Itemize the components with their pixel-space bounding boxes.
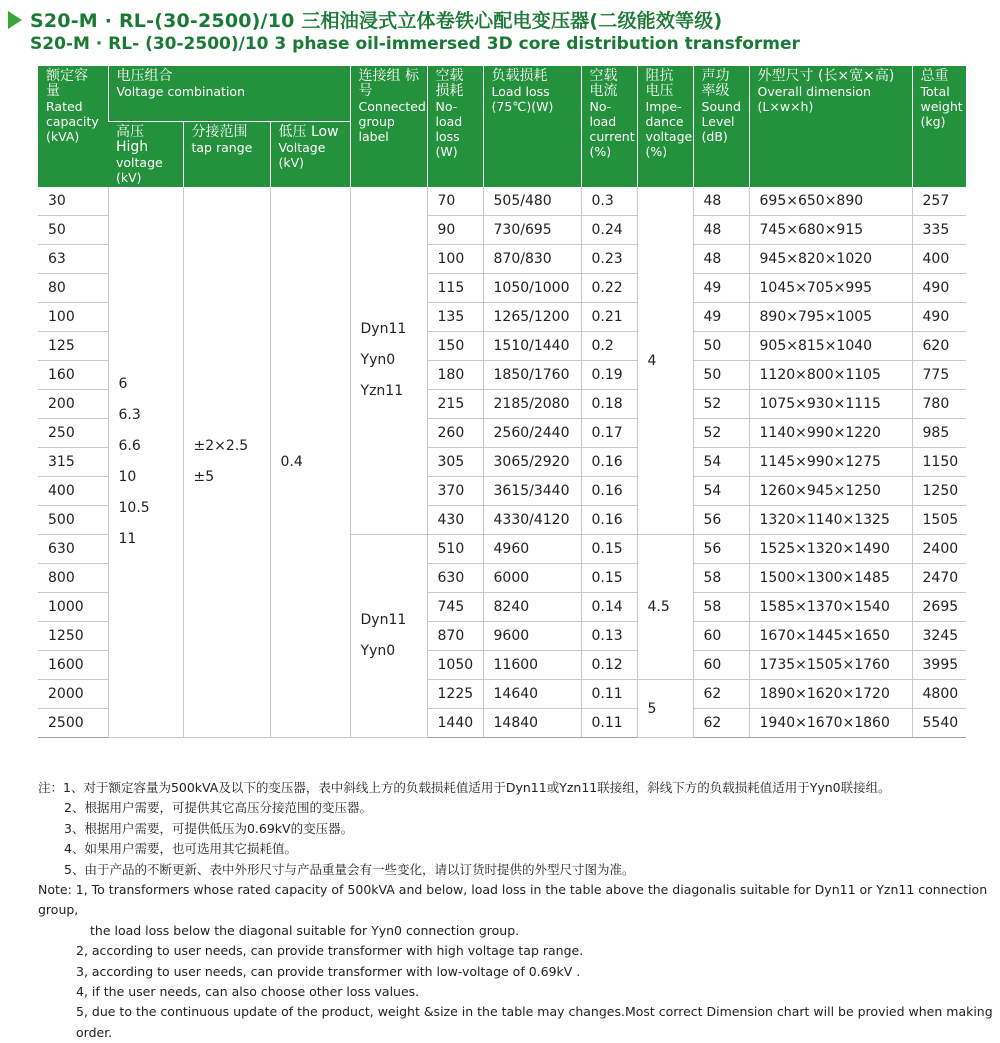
load-loss-cell: 2560/2440 <box>483 419 581 448</box>
note-cn-5: 5、由于产品的不断更新、表中外形尺寸与产品重量会有一些变化，请以订货时提供的外型尺寸图为准。 <box>64 861 635 877</box>
dimension-cell: 1735×1505×1760 <box>749 651 912 680</box>
noload-current-cell: 0.22 <box>581 274 637 303</box>
capacity-cell: 2500 <box>38 709 108 738</box>
load-loss-cell: 2185/2080 <box>483 390 581 419</box>
load-loss-cell: 4330/4120 <box>483 506 581 535</box>
group-cell-value: Yyn0 <box>360 643 396 659</box>
sound-cell: 48 <box>693 187 749 216</box>
noload-current-cell: 0.21 <box>581 303 637 332</box>
weight-cell: 335 <box>912 216 966 245</box>
capacity-cell: 63 <box>38 245 108 274</box>
header-weight: 总重 Total weight (kg) <box>912 66 966 187</box>
noload-current-cell: 0.17 <box>581 419 637 448</box>
lv-cell: 0.4 <box>270 187 350 738</box>
sound-cell: 62 <box>693 680 749 709</box>
weight-cell: 1250 <box>912 477 966 506</box>
notes-block <box>38 778 1000 1043</box>
header-capacity: 额定容量 Rated capacity (kVA) <box>38 66 108 187</box>
capacity-cell: 1250 <box>38 622 108 651</box>
noload-loss-cell: 215 <box>427 390 483 419</box>
noload-current-cell: 0.14 <box>581 593 637 622</box>
hv-cell-value: 10 <box>118 469 137 485</box>
noload-loss-cell: 90 <box>427 216 483 245</box>
sound-cell: 50 <box>693 361 749 390</box>
header-voltage-combination: 电压组合 Voltage combination <box>108 66 350 122</box>
load-loss-cell: 870/830 <box>483 245 581 274</box>
play-arrow-icon <box>8 11 22 29</box>
dimension-cell: 1145×990×1275 <box>749 448 912 477</box>
header-noload-loss: 空载 损耗 No-load loss (W) <box>427 66 483 187</box>
noload-current-cell: 0.13 <box>581 622 637 651</box>
noload-loss-cell: 430 <box>427 506 483 535</box>
sound-cell: 49 <box>693 303 749 332</box>
noload-current-cell: 0.15 <box>581 535 637 564</box>
dimension-cell: 1500×1300×1485 <box>749 564 912 593</box>
sound-cell: 48 <box>693 245 749 274</box>
load-loss-cell: 1050/1000 <box>483 274 581 303</box>
dimension-cell: 890×795×1005 <box>749 303 912 332</box>
title-row <box>8 6 800 33</box>
load-loss-cell: 730/695 <box>483 216 581 245</box>
capacity-cell: 1600 <box>38 651 108 680</box>
header-lv: 低压 Low Voltage (kV) <box>270 122 350 188</box>
noload-loss-cell: 630 <box>427 564 483 593</box>
sound-cell: 62 <box>693 709 749 738</box>
load-loss-cell: 505/480 <box>483 187 581 216</box>
note-cn-1: 注：1、对于额定容量为500kVA及以下的变压器，表中斜线上方的负载损耗值适用于Dyn11或Yzn11联接组，斜线下方的负载损耗值适用于Yyn0联接组。 <box>38 780 891 795</box>
noload-loss-cell: 100 <box>427 245 483 274</box>
header-group: 连接组 标号 Connected group label <box>350 66 427 187</box>
capacity-cell: 400 <box>38 477 108 506</box>
dimension-cell: 695×650×890 <box>749 187 912 216</box>
weight-cell: 2400 <box>912 535 966 564</box>
weight-cell: 490 <box>912 303 966 332</box>
noload-loss-cell: 745 <box>427 593 483 622</box>
hv-cell-value: 6.6 <box>118 438 141 454</box>
hv-cell-value: 11 <box>118 531 137 547</box>
dimension-cell: 1525×1320×1490 <box>749 535 912 564</box>
hv-cell-value: 6 <box>118 376 128 392</box>
capacity-cell: 125 <box>38 332 108 361</box>
weight-cell: 257 <box>912 187 966 216</box>
capacity-cell: 800 <box>38 564 108 593</box>
load-loss-cell: 3065/2920 <box>483 448 581 477</box>
capacity-cell: 250 <box>38 419 108 448</box>
header-noload-current: 空载 电流 No-load current (%) <box>581 66 637 187</box>
title-chinese: S20-M · RL-(30-2500)/10 三相油浸式立体卷铁心配电变压器(二级能效等级) <box>30 10 723 32</box>
group-cell <box>350 187 427 535</box>
noload-current-cell: 0.3 <box>581 187 637 216</box>
noload-current-cell: 0.18 <box>581 390 637 419</box>
noload-loss-cell: 1440 <box>427 709 483 738</box>
dimension-cell: 905×815×1040 <box>749 332 912 361</box>
capacity-cell: 200 <box>38 390 108 419</box>
hv-cell-value: 6.3 <box>118 407 141 423</box>
tap-cell-value: ±2×2.5 <box>193 438 249 454</box>
dimension-cell: 1940×1670×1860 <box>749 709 912 738</box>
sound-cell: 54 <box>693 448 749 477</box>
dimension-cell: 1260×945×1250 <box>749 477 912 506</box>
header-hv: 高压 High voltage (kV) <box>108 122 183 188</box>
sound-cell: 60 <box>693 651 749 680</box>
weight-cell: 400 <box>912 245 966 274</box>
title-english: S20-M · RL- (30-2500)/10 3 phase oil-immersed 3D core distribution transformer <box>30 34 800 54</box>
capacity-cell: 80 <box>38 274 108 303</box>
dimension-cell: 1140×990×1220 <box>749 419 912 448</box>
noload-current-cell: 0.16 <box>581 477 637 506</box>
noload-current-cell: 0.24 <box>581 216 637 245</box>
capacity-cell: 315 <box>38 448 108 477</box>
noload-loss-cell: 1050 <box>427 651 483 680</box>
sound-cell: 54 <box>693 477 749 506</box>
note-en-4: 4, if the user needs, can also choose other loss values. <box>76 984 420 1000</box>
load-loss-cell: 6000 <box>483 564 581 593</box>
weight-cell: 775 <box>912 361 966 390</box>
tap-cell <box>183 187 270 738</box>
dimension-cell: 1670×1445×1650 <box>749 622 912 651</box>
group-cell-value: Dyn11 <box>360 612 407 628</box>
load-loss-cell: 3615/3440 <box>483 477 581 506</box>
group-cell-value: Yyn0 <box>360 352 396 368</box>
dimension-cell: 1045×705×995 <box>749 274 912 303</box>
noload-loss-cell: 135 <box>427 303 483 332</box>
weight-cell: 490 <box>912 274 966 303</box>
title-block <box>8 6 800 54</box>
noload-current-cell: 0.15 <box>581 564 637 593</box>
sound-cell: 49 <box>693 274 749 303</box>
capacity-cell: 160 <box>38 361 108 390</box>
weight-cell: 3995 <box>912 651 966 680</box>
dimension-cell: 1075×930×1115 <box>749 390 912 419</box>
group-cell-value: Yzn11 <box>360 383 404 399</box>
dimension-cell: 745×680×915 <box>749 216 912 245</box>
noload-loss-cell: 70 <box>427 187 483 216</box>
weight-cell: 3245 <box>912 622 966 651</box>
group-cell-value: Dyn11 <box>360 321 407 337</box>
impedance-cell: 4 <box>637 187 693 535</box>
weight-cell: 780 <box>912 390 966 419</box>
capacity-cell: 630 <box>38 535 108 564</box>
dimension-cell: 1890×1620×1720 <box>749 680 912 709</box>
dimension-cell: 945×820×1020 <box>749 245 912 274</box>
header-dimension: 外型尺寸 (长×宽×高) Overall dimension (L×w×h) <box>749 66 912 187</box>
weight-cell: 620 <box>912 332 966 361</box>
noload-loss-cell: 870 <box>427 622 483 651</box>
noload-current-cell: 0.11 <box>581 680 637 709</box>
sound-cell: 58 <box>693 593 749 622</box>
noload-current-cell: 0.2 <box>581 332 637 361</box>
header-impedance: 阻抗 电压 Impe- dance voltage (%) <box>637 66 693 187</box>
spec-table-body <box>38 187 966 738</box>
hv-cell <box>108 187 183 738</box>
weight-cell: 2695 <box>912 593 966 622</box>
hv-cell-value: 10.5 <box>118 500 150 516</box>
load-loss-cell: 1510/1440 <box>483 332 581 361</box>
noload-current-cell: 0.12 <box>581 651 637 680</box>
load-loss-cell: 9600 <box>483 622 581 651</box>
header-load-loss: 负载损耗 Load loss (75℃)(W) <box>483 66 581 187</box>
sound-cell: 56 <box>693 506 749 535</box>
spec-table <box>38 66 966 738</box>
capacity-cell: 100 <box>38 303 108 332</box>
noload-current-cell: 0.16 <box>581 448 637 477</box>
note-cn-2: 2、根据用户需要，可提供其它高压分接范围的变压器。 <box>64 800 372 816</box>
weight-cell: 1505 <box>912 506 966 535</box>
capacity-cell: 1000 <box>38 593 108 622</box>
weight-cell: 985 <box>912 419 966 448</box>
load-loss-cell: 14640 <box>483 680 581 709</box>
load-loss-cell: 14840 <box>483 709 581 738</box>
noload-loss-cell: 305 <box>427 448 483 477</box>
noload-loss-cell: 260 <box>427 419 483 448</box>
load-loss-cell: 1265/1200 <box>483 303 581 332</box>
note-en-5: 5, due to the continuous update of the product, weight &size in the table may changes.Most correct Dimension chart will be provied when making order. <box>76 1004 993 1040</box>
capacity-cell: 50 <box>38 216 108 245</box>
note-cn-3: 3、根据用户需要，可提供低压为0.69kV的变压器。 <box>64 820 354 836</box>
note-en-1-cont: the load loss below the diagonal suitable for Yyn0 connection group. <box>90 922 520 938</box>
noload-current-cell: 0.19 <box>581 361 637 390</box>
dimension-cell: 1320×1140×1325 <box>749 506 912 535</box>
noload-loss-cell: 1225 <box>427 680 483 709</box>
capacity-cell: 30 <box>38 187 108 216</box>
weight-cell: 5540 <box>912 709 966 738</box>
group-cell <box>350 535 427 738</box>
dimension-cell: 1120×800×1105 <box>749 361 912 390</box>
noload-loss-cell: 370 <box>427 477 483 506</box>
table-row <box>38 187 966 216</box>
tap-cell-value: ±5 <box>193 469 215 485</box>
capacity-cell: 2000 <box>38 680 108 709</box>
sound-cell: 50 <box>693 332 749 361</box>
capacity-cell: 500 <box>38 506 108 535</box>
note-en-2: 2, according to user needs, can provide transformer with high voltage tap range. <box>76 943 584 959</box>
sound-cell: 52 <box>693 390 749 419</box>
load-loss-cell: 1850/1760 <box>483 361 581 390</box>
sound-cell: 60 <box>693 622 749 651</box>
load-loss-cell: 11600 <box>483 651 581 680</box>
noload-loss-cell: 150 <box>427 332 483 361</box>
weight-cell: 1150 <box>912 448 966 477</box>
noload-current-cell: 0.16 <box>581 506 637 535</box>
dimension-cell: 1585×1370×1540 <box>749 593 912 622</box>
weight-cell: 2470 <box>912 564 966 593</box>
load-loss-cell: 4960 <box>483 535 581 564</box>
sound-cell: 56 <box>693 535 749 564</box>
note-cn-4: 4、如果用户需要，也可选用其它损耗值。 <box>64 841 297 857</box>
sound-cell: 48 <box>693 216 749 245</box>
weight-cell: 4800 <box>912 680 966 709</box>
impedance-cell: 5 <box>637 680 693 738</box>
noload-loss-cell: 180 <box>427 361 483 390</box>
note-en-1: Note: 1, To transformers whose rated capacity of 500kVA and below, load loss in the table above the diagonalis suitable for Dyn11 or Yzn11 connection group, <box>38 882 988 918</box>
header-tap: 分接范围 tap range <box>183 122 270 188</box>
note-en-3: 3, according to user needs, can provide transformer with low-voltage of 0.69kV . <box>76 963 581 979</box>
noload-current-cell: 0.11 <box>581 709 637 738</box>
load-loss-cell: 8240 <box>483 593 581 622</box>
noload-loss-cell: 510 <box>427 535 483 564</box>
noload-loss-cell: 115 <box>427 274 483 303</box>
noload-current-cell: 0.23 <box>581 245 637 274</box>
sound-cell: 58 <box>693 564 749 593</box>
impedance-cell: 4.5 <box>637 535 693 680</box>
header-sound: 声功 率级 Sound Level (dB) <box>693 66 749 187</box>
sound-cell: 52 <box>693 419 749 448</box>
